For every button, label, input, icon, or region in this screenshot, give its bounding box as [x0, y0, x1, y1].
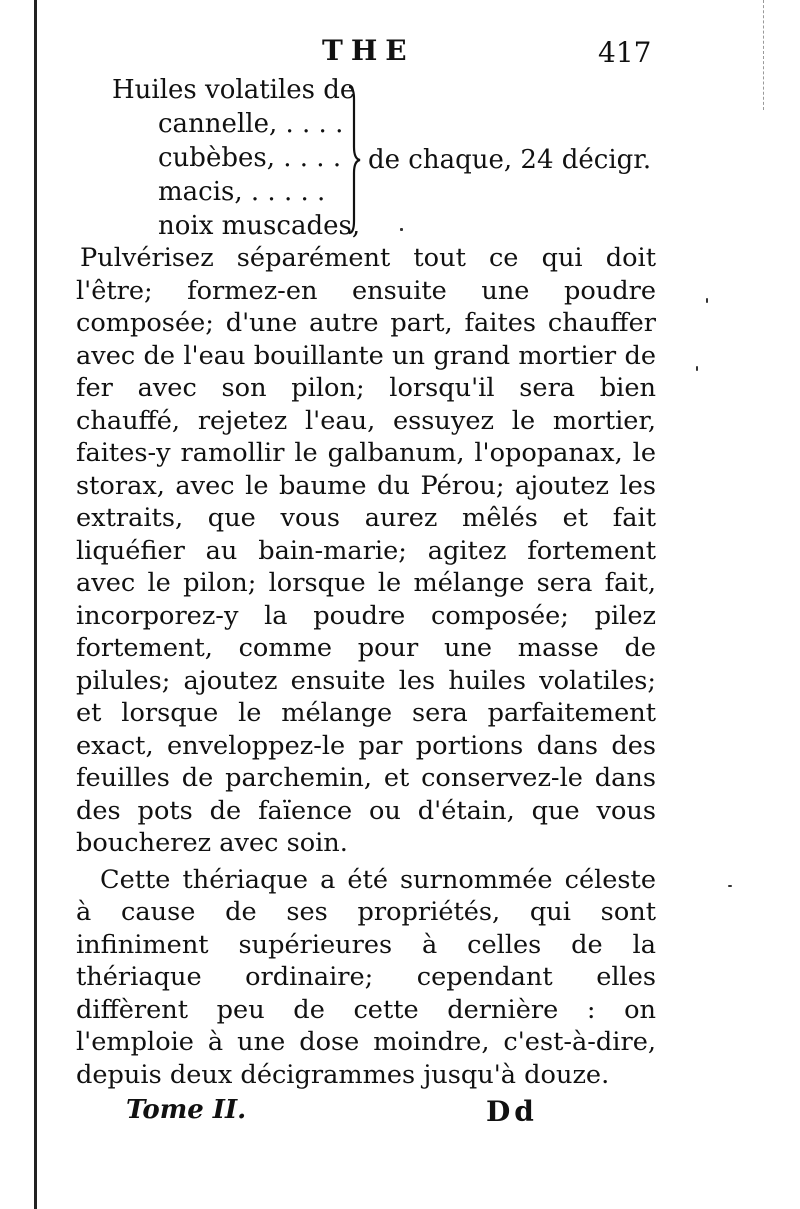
page-header	[0, 30, 800, 70]
paragraph-properties: Cette thériaque a été surnommée céleste à cause de ses propriétés, qui sont infiniment supérieures à celles de la thériaque ordinaire; cependant elles diffèrent peu de cette dernière : on l'emploie à une dose moindre, c'est-à-dire, depuis deux décigrammes jusqu'à douze.	[76, 864, 656, 1090]
signature-mark: Dd	[486, 1095, 538, 1128]
page-footer	[0, 1095, 800, 1135]
ink-speck	[696, 366, 698, 371]
volume-label: Tome II.	[126, 1095, 247, 1125]
ingredient-item: noix muscades,	[158, 211, 361, 241]
ingredient-item: macis, . . . . .	[158, 177, 326, 207]
ingredient-list	[112, 73, 672, 243]
ingredient-heading: Huiles volatiles de	[112, 75, 356, 105]
ink-speck	[400, 228, 403, 231]
running-head: THE	[322, 34, 415, 67]
ink-speck	[728, 885, 732, 887]
ingredient-dose: de chaque, 24 décigr.	[368, 145, 652, 175]
ingredient-item: cubèbes, . . . .	[158, 143, 342, 173]
ingredient-item: cannelle, . . . .	[158, 109, 344, 139]
page-number: 417	[598, 36, 652, 69]
curly-brace-icon	[347, 85, 361, 235]
body-text	[76, 242, 656, 1091]
page-edge-rule	[34, 0, 37, 1209]
ink-speck	[706, 298, 708, 303]
paragraph-preparation: Pulvérisez séparément tout ce qui doit l'être; formez-en ensuite une poudre composée; d'une autre part, faites chauffer avec de l'eau bouillante un grand mortier de fer avec son pilon; lorsqu'il sera bien chauffé, rejetez l'eau, essuyez le mortier, faites-y ramollir le galbanum, l'opopanax, le storax, avec le baume du Pérou; ajoutez les extraits, que vous aurez mêlés et fait liquéfier au bain-marie; agitez fortement avec le pilon; lorsque le mélange sera fait, incorporez-y la poudre composée; pilez fortement, comme pour une masse de pilules; ajoutez ensuite les huiles volatiles; et lorsque le mélange sera parfaitement exact, enveloppez-le par portions dans des feuilles de parchemin, et conservez-le dans des pots de faïence ou d'étain, que vous boucherez avec soin.	[76, 243, 656, 858]
ingredient-items	[158, 107, 361, 243]
